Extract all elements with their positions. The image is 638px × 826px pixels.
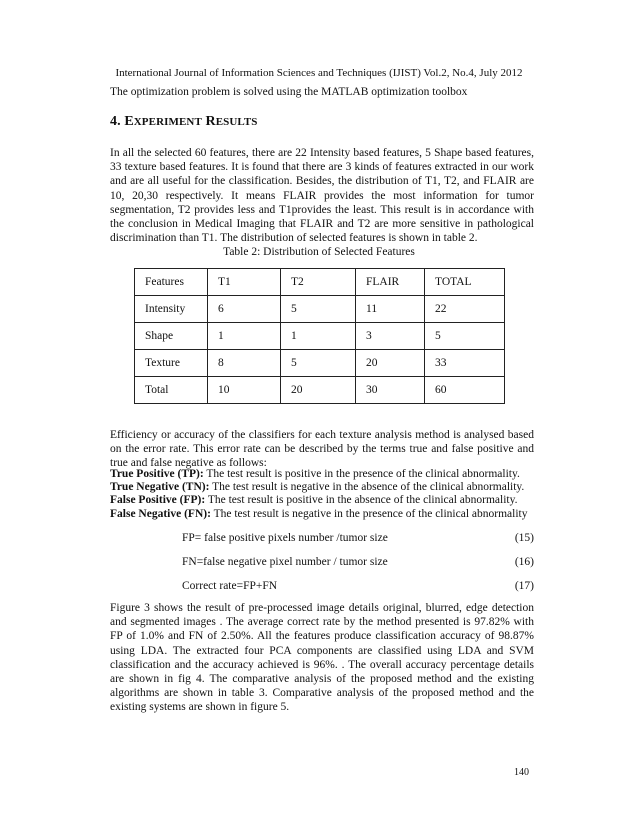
- definition-item: [110, 468, 534, 481]
- section-title-word2: RESULTS: [205, 114, 258, 129]
- table-cell: 6: [208, 296, 281, 323]
- equation-text: FP= false positive pixels number /tumor size: [182, 532, 388, 544]
- table-cell: 60: [425, 377, 505, 404]
- table-cell: 22: [425, 296, 505, 323]
- table-cell: 8: [208, 350, 281, 377]
- table-row: [135, 296, 505, 323]
- paragraph-error-rate: Efficiency or accuracy of the classifiers for each texture analysis method is analysed based on the error rate. This error rate can be described by the terms true and false positive and true and false negative as follows:: [110, 429, 534, 470]
- definition-text: The test result is positive in the absence of the clinical abnormality.: [205, 494, 518, 507]
- definition-term: False Negative (FN):: [110, 507, 211, 520]
- table-cell: Shape: [135, 323, 208, 350]
- table-header-row: [135, 269, 505, 296]
- section-number: 4.: [110, 114, 121, 129]
- table-cell: 5: [281, 296, 356, 323]
- intro-line: The optimization problem is solved using the MATLAB optimization toolbox: [110, 86, 468, 98]
- definition-term: True Negative (TN):: [110, 481, 210, 494]
- table-row: [135, 377, 505, 404]
- table-cell: T2: [281, 269, 356, 296]
- table-cell: Intensity: [135, 296, 208, 323]
- equation-fp: [182, 532, 534, 544]
- table-row: [135, 323, 505, 350]
- table-cell: Total: [135, 377, 208, 404]
- table-cell: Texture: [135, 350, 208, 377]
- table-cell: 11: [356, 296, 425, 323]
- equation-text: Correct rate=FP+FN: [182, 580, 278, 592]
- definition-item: [110, 508, 534, 521]
- table-cell: 20: [356, 350, 425, 377]
- paragraph-features: In all the selected 60 features, there are 22 Intensity based features, 5 Shape based features, 33 texture based features. It is found that there are 3 kinds of features extracted in our work and are all useful for the classification. Besides, the distribution of T1, T2, and FLAIR are 10, 20,30 respectively. It means FLAIR provides the most information for tumor segmentation, T2 provides less and T1provides the least. This result is in accordance with the conclusion in Medical Imaging that FLAIR and T2 are more sensitive in pathological discrimination than T1. The distribution of selected features is shown in table 2.: [110, 147, 534, 245]
- table-cell: 1: [208, 323, 281, 350]
- equation-number: (15): [514, 532, 534, 544]
- table-row: [135, 350, 505, 377]
- definitions-list: [110, 468, 534, 521]
- table-cell: 20: [281, 377, 356, 404]
- definition-text: The test result is negative in the presence of the clinical abnormality: [210, 507, 528, 520]
- definition-item: [110, 481, 534, 494]
- journal-header: International Journal of Information Sciences and Techniques (IJIST) Vol.2, No.4, July 2012: [115, 67, 523, 79]
- table-cell: 5: [281, 350, 356, 377]
- table-cell: 5: [425, 323, 505, 350]
- equation-number: (16): [514, 556, 534, 568]
- section-title-word1: EXPERIMENT: [124, 114, 202, 129]
- distribution-table: [134, 268, 505, 404]
- table-cell: 10: [208, 377, 281, 404]
- equation-number: (17): [514, 580, 534, 592]
- table-cell: 3: [356, 323, 425, 350]
- section-heading: [110, 114, 258, 130]
- equation-text: FN=false negative pixel number / tumor size: [182, 556, 388, 568]
- definition-term: False Positive (FP):: [110, 494, 206, 507]
- equation-fn: [182, 556, 534, 568]
- equation-correct-rate: [182, 580, 534, 592]
- definition-term: True Positive (TP):: [110, 468, 204, 480]
- table-cell: 1: [281, 323, 356, 350]
- table-cell: T1: [208, 269, 281, 296]
- definition-text: The test result is positive in the presence of the clinical abnormality.: [203, 468, 520, 480]
- table-caption: Table 2: Distribution of Selected Features: [223, 246, 415, 258]
- definition-text: The test result is negative in the absence of the clinical abnormality.: [209, 481, 525, 494]
- table-cell: FLAIR: [356, 269, 425, 296]
- paragraph-results: Figure 3 shows the result of pre-processed image details original, blurred, edge detection and segmented images . The average correct rate by the method presented is 97.82% with FP of 1.0% and FN of 2.50%. All the features produce classification accuracy of 98.87% using LDA. The extracted four PCA components are classified using LDA and SVM classification and the accuracy achieved is 96%. . The overall accuracy percentage details are shown in fig 4. The comparative analysis of the proposed method and the existing algorithms are shown in table 3. Comparative analysis of the proposed method and the existing systems are shown in figure 5.: [110, 602, 534, 714]
- table-cell: 30: [356, 377, 425, 404]
- table-cell: TOTAL: [425, 269, 505, 296]
- table-cell: Features: [135, 269, 208, 296]
- definition-item: [110, 494, 534, 507]
- page-number: 140: [514, 767, 529, 778]
- table-cell: 33: [425, 350, 505, 377]
